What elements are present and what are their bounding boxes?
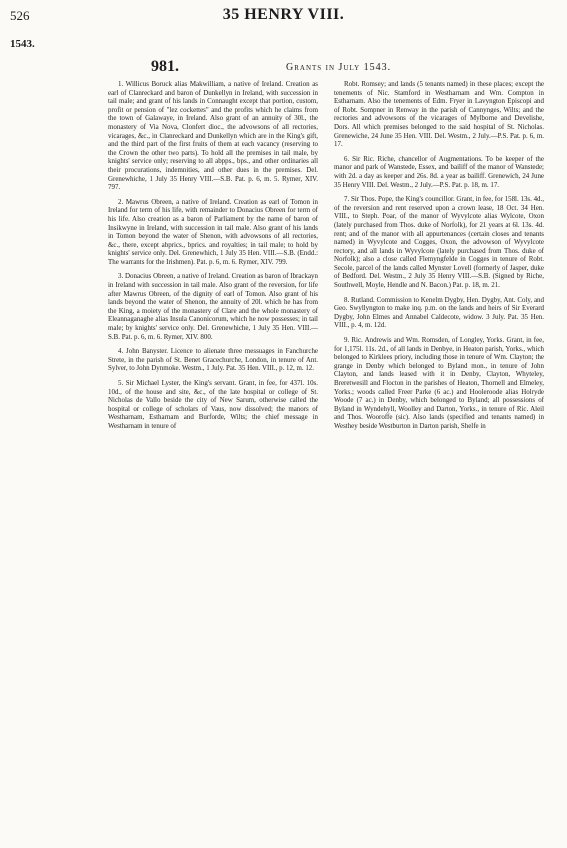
paragraph: 2. Mawrus Obreen, a native of Ireland. Creation as earl of Tomon in Ireland for term of his life, with remainder to Donacius Obreen for term of his life. Also creation as a baron of Parliament by the name of baron of Insikwyne in Ireland, with succession in tail male. Also grant of his lands in Tomon beyond the water of Shenon, with advowsons of all rectories, &c., there, except abprics., bprics. and royalties; in tail male; to hold by knights' service only. Del. Grenewhich, 1 July 35 Hen. VIII.—S.B. (Endd.: The warrants for the Irishmen). Pat. p. 6, m. 6. Rymer, XIV. 799. <box>108 197 318 266</box>
paragraph: 7. Sir Thos. Pope, the King's councillor. Grant, in fee, for 158l. 13s. 4d., of the reversion and rent reserved upon a crown lease, 18 Oct. 34 Hen. VIII., to Steph. Poar, of the manor of Wyvylcote alias Wylcote, Oxon (lately purchased from Thos. duke of Norfolk), for 21 years at 6l. 13s. 4d. rent; and of the manor with all appurtenances (certain closes and tenants named) in Wyvylcote and Cogges, Oxon, the advowson of Wyvylcote rectory, and all lands in Wyvylcote (lately purchased from Thos. duke of Norfolk); also a close called Flemyngfelde in Cogges in tenure of Robt. Secole, parcel of the lands called Mynster Lovell (formerly of Jasper, duke of Bedford. Del. Westm., 2 July 35 Henry VIII.—S.B. (Signed by Riche, Southwell, Moyle, Hendle and N. Bacon.) Pat. p. 18, m. 21. <box>334 195 544 290</box>
section-title: Grants in July 1543. <box>286 62 392 73</box>
page-number: 526 <box>10 8 30 23</box>
entry-number: 981. <box>151 58 179 75</box>
margin-year: 1543. <box>10 38 35 50</box>
running-head: 35 HENRY VIII. <box>222 6 345 23</box>
paragraph: 8. Rutland. Commission to Kenelm Dygby, Hen. Dygby, Ant. Coly, and Geo. Swyllyngton to make inq. p.m. on the lands and heirs of Sir Everard Dygby, John Elmes and Annabel Caldecote, widow. 3 July. Pat. 35 Hen. VIII., p. 4, m. 12d. <box>334 295 544 330</box>
paragraph: 9. Ric. Andrewis and Wm. Romsden, of Longley, Yorks. Grant, in fee, for 1,175l. 11s. 2d., of all lands in Denbye, in Heaton parish, Yorks., which belonged to Kirklees priory, including those in tenure of Wm. Clayton; the grange in Denby which belonged to Byland mon., in tenure of John Clayton, and lands leased with it in Denby, Clayton, Whyteley, Breretwesill and Flocton in the parishes of Heaton, Thornell and Elmeley, Yorks.; woods called Freer Parke (6 ac.) and Hooleroode alias Holryde Woode (7 ac.) in Denby, which belonged to Byland; all possessions of Byland in Wyndehyll, Woolley and Darton, Yorks., in tenure of Ric. Aleil and Thos. Wooroffe (sic). Also lands (specified and tenants named) in Westhey beside Westburton in Darton parish, Shelfe in <box>334 336 544 430</box>
paragraph: 4. John Banyster. Licence to alienate three messuages in Fanchurche Strete, in the parish of St. Benet Gracechurche, London, in tenure of Ant. Sylver, to John Dynmoke. Westm., 1 July. Pat. 35 Hen. VIII., p. 12, m. 12. <box>108 347 318 373</box>
paragraph: 6. Sir Ric. Riche, chancellor of Augmentations. To be keeper of the manor and park of Wanstede, Essex, and bailiff of the manor of Wanstede; with 2d. a day as keeper and 26s. 8d. a year as bailiff. Grenewich, 24 June 35 Henry VIII. Del. Westm., 2 July.—P.S. Pat. p. 18, m. 17. <box>334 154 544 189</box>
paragraph: 5. Sir Michael Lyster, the King's servant. Grant, in fee, for 437l. 10s. 10d., of the house and site, &c., of the late hospital or college of St. Nicholas de Vallo beside the city of New Sarum, otherwise called the hospital or college of scholars of Vaus, now dissolved; the manors of Westharnam, Estharnam and Burforde, Wilts; the chief message in Westharnam in tenure of <box>108 379 318 430</box>
paragraph: 1. Willicus Boruck alias Makwilliam, a native of Ireland. Creation as earl of Clanreckard and baron of Dunkellyn in Ireland, with succession in tail male; and grant of his lands in Connaught except that portion, custom, profit or pension of "lez cockettes" and the profits which he claims from the town of Galawaye, in Ireland. Also grant of an annuity of 30l., the monastery of Via Nova, Clonfert dioc., the advowsons of all rectories, vicarages, &c., in Clanreckard and Dunkellyn which are in the King's gift, and the third part of the first fruits of them at each vacancy (reserving to the Crown the other two parts). To hold all the premises in tail male, by knights' service only; reserving to all abpps., bps., and other ordinaries all their procurations, indemnities, and other dues in the premises. Del. Grenewhiche, 1 July 35 Henry VIII.—S.B. Pat. p. 6, m. 5. Rymer, XIV. 797. <box>108 80 318 192</box>
right-column <box>334 80 544 437</box>
paragraph: Robt. Romsey; and lands (5 tenants named) in these places; except the tenements of Nic. Stamford in Westharnam and Wm. Compton in Estharnam. Also the tenements of Edm. Fryer in Lavyngton Episcopi and of Robt. Sompner in Renway in the parish of Cannynges, Wilts; and the rectories and advowsons of the vicarages of Mylborne and Develishe, Dors. All which premises belonged to the said hospital of St. Nicholas. Grenewiche, 24 June 35 Hen. VIII. Del. Westm., 2 July.—P.S. Pat. p. 6, m. 17. <box>334 80 544 149</box>
left-column <box>108 80 318 437</box>
paragraph: 3. Donacius Obreen, a native of Ireland. Creation as baron of Ibrackayn in Ireland with succession in tail male. Also grant of the reversion, for life after Mawrus Obreen, of the dignity of earl of Tomon. Also grant of his lands beyond the water of Shenon, the annuity of 20l. which he has from the King, a moiety of the monastery of Clare and the whole monastery of Eleannaganaghe alias Insula Canonicorum, which he now possesses; in tail male; by knights' service only. Del. Grenewhiche, 1 July 35 Hen. VIII.—S.B. Pat. p. 6, m. 6. Rymer, XIV. 800. <box>108 272 318 341</box>
